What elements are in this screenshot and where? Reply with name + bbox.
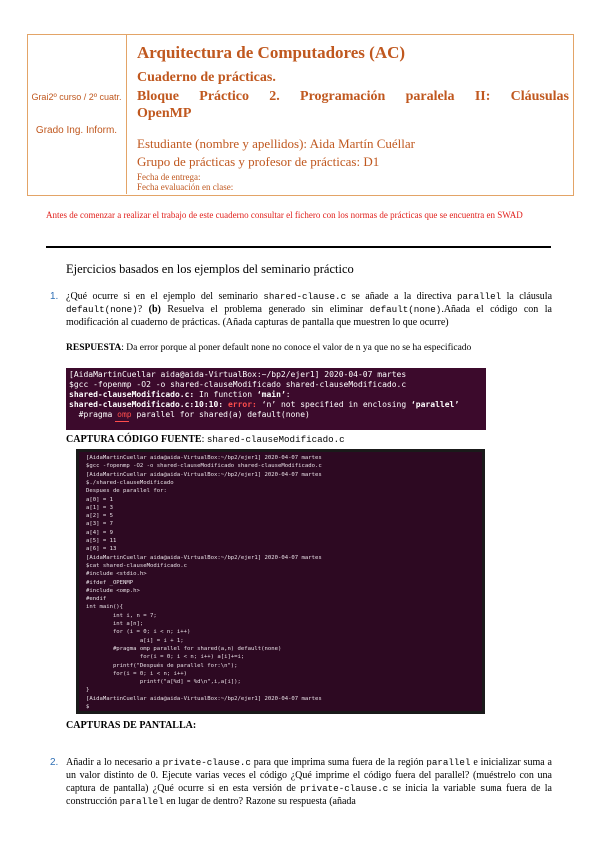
error-caret [115, 421, 129, 422]
source-code-screenshot [76, 449, 485, 714]
evaluation-date: Fecha evaluación en clase: [137, 182, 234, 192]
code-line: #ifdef _OPENMP [86, 579, 134, 586]
code-line: for(i = 0; i < n; i++) a[i]+=i; [86, 654, 245, 661]
code-line: for(i = 0; i < n; i++) [86, 670, 188, 677]
code-line: printf("a[%d] = %d\n",i,a[i]); [86, 679, 241, 686]
practice-group: Grupo de prácticas y profesor de prácticas: D1 [137, 154, 380, 169]
code-line: $gcc -fopenmp -O2 -o shared-clauseModificado shared-clauseModificado.c [86, 463, 322, 470]
answer-1: RESPUESTA: Da error porque al poner default none no conoce el valor de n ya que no se ha especificado [66, 343, 472, 353]
question-2-number: 2. [50, 757, 59, 768]
warning-notice: Antes de comenzar a realizar el trabajo de este cuaderno consultar el fichero con los normas de prácticas que se encuentra en SWAD [46, 210, 523, 220]
code-line: a[4] = 9 [86, 529, 113, 536]
screenshots-caption: CAPTURAS DE PANTALLA: [66, 720, 197, 731]
code-line: a[3] = 7 [86, 521, 113, 528]
code-line: int i, n = 7; [86, 612, 157, 619]
code-line: a[0] = 1 [86, 496, 113, 503]
code-line: #pragma omp parallel for shared(a,n) default(none) [86, 645, 282, 652]
code-line: a[2] = 5 [86, 513, 113, 520]
code-line: [AidaMartinCuellar aida@aida-VirtualBox:~/bp2/ejer1] 2020-04-07 martes [86, 554, 322, 561]
source-code-caption: CAPTURA CÓDIGO FUENTE: shared-clauseModificado.c [66, 434, 345, 445]
terminal-prompt-line: [AidaMartinCuellar aida@aida-VirtualBox:~/bp2/ejer1] 2020-04-07 martes [69, 370, 407, 379]
page-title: Arquitectura de Computadores (AC) [137, 43, 406, 62]
code-line: int a[n]; [86, 621, 144, 627]
code-line: a[i] = i + 1; [86, 637, 184, 644]
terminal-error-line: shared-clauseModificado.c:10:10: error: ‘n’ not specified in enclosing ‘parallel’ [69, 400, 460, 409]
section-title: Ejercicios basados en los ejemplos del seminario práctico [66, 262, 354, 276]
subtitle-openmp: OpenMP [137, 106, 192, 121]
code-line: [AidaMartinCuellar aida@aida-VirtualBox:~/bp2/ejer1] 2020-04-07 martes [86, 455, 322, 461]
question-1-text: ¿Qué ocurre si en el ejemplo del seminario shared-clause.c se añade a la directiva parallel la cláusula default(none)? (b) Resuelva el problema generado sin eliminar default(none).Añada el código con la modificación al cuaderno de prácticas. (Añada capturas de pantalla que muestren lo que ocurre) [66, 291, 553, 328]
subtitle-block: Bloque Práctico 2. Programación paralela II: Cláusulas [137, 89, 569, 104]
course-label: Grai2º curso / 2º cuatr. [31, 92, 122, 102]
terminal-pragma-line: #pragma omp parallel for shared(a) default(none) [69, 410, 310, 419]
code-line: [AidaMartinCuellar aida@aida-VirtualBox:~/bp2/ejer1] 2020-04-07 martes [86, 695, 322, 702]
code-line: $ [86, 704, 90, 710]
horizontal-divider [46, 246, 551, 248]
delivery-date: Fecha de entrega: [137, 172, 201, 182]
code-line: } [86, 687, 90, 694]
code-line: #endif [86, 596, 107, 603]
question-1-number: 1. [50, 291, 59, 302]
code-line: for (i = 0; i < n; i++) [86, 629, 191, 636]
code-line: $./shared-clauseModificado [86, 479, 174, 486]
code-line: printf("Después de parallel for:\n"); [86, 662, 238, 669]
compile-error-screenshot [66, 368, 486, 430]
terminal-command-line: $gcc -fopenmp -O2 -o shared-clauseModificado shared-clauseModificado.c [69, 380, 407, 389]
question-2-text: Añadir a lo necesario a private-clause.c para que imprima suma fuera de la región parallel e inicializar suma a un valor distinto de 0. Ejecute varias veces el código ¿Qué imprime el código fuera del parallel? (muéstrelo con una captura de pantalla) ¿Qué ocurre si en esta versión de private-clause.c se inicia la variable suma fuera de la construcción parallel en lugar de dentro? Razone su respuesta (añada [66, 757, 553, 807]
code-line: #include <stdio.h> [86, 571, 147, 578]
code-line: $cat shared-clauseModificado.c [86, 562, 188, 569]
code-line: [AidaMartinCuellar aida@aida-VirtualBox:~/bp2/ejer1] 2020-04-07 martes [86, 471, 322, 478]
code-line: int main(){ [86, 604, 124, 611]
code-line: a[1] = 3 [86, 504, 113, 511]
code-line: a[5] = 11 [86, 538, 117, 544]
code-line: Despues de parallel for: [86, 488, 167, 495]
subtitle-notebook: Cuaderno de prácticas. [137, 70, 276, 85]
code-line: a[6] = 13 [86, 546, 117, 553]
terminal-function-line: shared-clauseModificado.c: In function ‘main’: [69, 390, 291, 399]
student-name: Estudiante (nombre y apellidos): Aida Martín Cuéllar [137, 136, 415, 151]
header-left-cell [27, 34, 127, 194]
degree-label: Grado Ing. Inform. [35, 125, 118, 136]
code-line: #include <omp.h> [86, 587, 140, 594]
